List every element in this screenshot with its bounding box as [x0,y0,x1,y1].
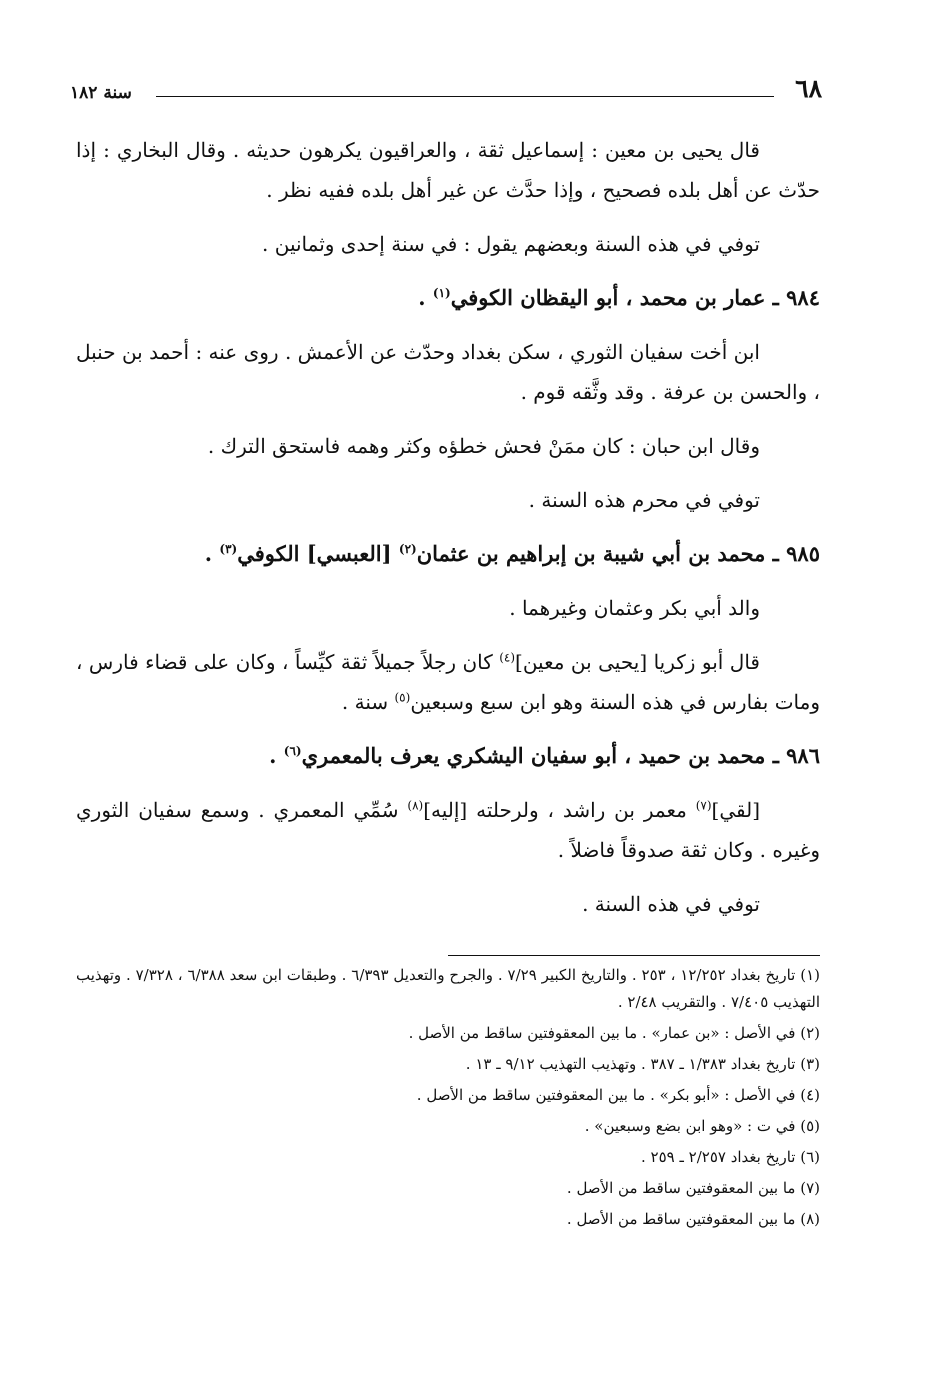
footnote: (٣) تاريخ بغداد ١/٣٨٣ ـ ٣٨٧ . وتهذيب التهذيب ٩/١٢ ـ ١٣ . [465,1055,820,1073]
footnote: (١) تاريخ بغداد ١٢/٢٥٢ ، ٢٥٣ . والتاريخ الكبير ٧/٢٩ . والجرح والتعديل ٦/٣٩٣ . وطبقات ابن سعد ٦/٣٨٨ ، ٧/٣٢٨ . وتهذيب التهذيب ٧/٤٠٥ . والتقريب ٢/٤٨ . [76,966,820,1011]
paragraph: توفي في هذه السنة . [582,892,760,916]
text-run: [لقي] [711,798,761,822]
footnote-ref: (٧) [695,798,712,813]
entry-title-cont: [العبسي] الكوفي [237,541,399,566]
footnote-ref: (١) [432,286,451,300]
page-number: ٦٨ [795,74,822,103]
main-text [76,130,820,938]
footnote-ref: (٣) [219,542,238,556]
entry-heading-986 [76,736,820,776]
entry-tail: . [204,541,220,566]
header-rule [156,96,774,97]
footnote-ref: (٥) [394,690,411,705]
entry-title: ٩٨٥ ـ محمد بن أبي شيبة بن إبراهيم بن عثمان [416,541,820,566]
footnote: (٢) في الأصل : «بن عمار» . ما بين المعقوفتين ساقط من الأصل . [408,1024,820,1042]
footnote: (٧) ما بين المعقوفتين ساقط من الأصل . [566,1179,820,1197]
footnote-ref: (٢) [398,542,417,556]
footnote-ref: (٨) [407,798,424,813]
footnote: (٤) في الأصل : «أبو بكر» . ما بين المعقوفتين ساقط من الأصل . [416,1086,820,1104]
footnote-ref: (٤) [499,650,516,665]
entry-tail: . [269,743,284,768]
paragraph: قال يحيى بن معين : إسماعيل ثقة ، والعراقيون يكرهون حديثه . وقال البخاري : إذا حدّث عن أهل بلده فصحيح ، وإذا حدَّث عن غير أهل بلده ففيه نظر . [76,138,820,202]
text-run: سنة . [341,690,395,714]
footnote: (٦) تاريخ بغداد ٢/٢٥٧ ـ ٢٥٩ . [641,1148,820,1166]
text-run: كان رجلاً جميلاً ثقة كيِّساً ، وكان على قضاء فارس ، ومات بفارس في هذه السنة وهو ابن سبع وسبعين [76,650,820,714]
entry-heading-984 [76,278,820,318]
entry-heading-985 [76,534,820,574]
footnote: (٥) في ت : «وهو ابن بضع وسبعين» . [584,1117,820,1135]
page-header [70,74,822,110]
running-title: سنة ١٨٢ [70,83,132,103]
paragraph: والد أبي بكر وعثمان وغيرهما . [509,596,760,620]
text-run: معمر بن راشد ، ولرحلته [إليه] [423,798,696,822]
entry-tail: . [418,285,433,310]
footnote-ref: (٦) [283,744,302,758]
footnotes [76,962,820,1237]
paragraph [76,642,820,722]
paragraph: توفي في هذه السنة وبعضهم يقول : في سنة إحدى وثمانين . [262,232,760,256]
paragraph: ابن أخت سفيان الثوري ، سكن بغداد وحدّث عن الأعمش . روى عنه : أحمد بن حنبل ، والحسن بن عرفة . وقد وثَّقه قوم . [76,340,820,404]
footnote-rule [448,955,820,956]
text-run: قال أبو زكريا [يحيى بن معين] [515,650,760,674]
text-run: سُمِّي المعمري . وسمع سفيان الثوري وغيره . وكان ثقة صدوقاً فاضلاً . [76,798,820,862]
paragraph: توفي في محرم هذه السنة . [528,488,760,512]
footnote: (٨) ما بين المعقوفتين ساقط من الأصل . [566,1210,820,1228]
entry-title: ٩٨٤ ـ عمار بن محمد ، أبو اليقظان الكوفي [450,285,820,310]
paragraph: وقال ابن حبان : كان ممَنْ فحش خطؤه وكثر وهمه فاستحق الترك . [207,434,760,458]
entry-title: ٩٨٦ ـ محمد بن حميد ، أبو سفيان اليشكري يعرف بالمعمري [301,743,820,768]
paragraph [76,790,820,870]
